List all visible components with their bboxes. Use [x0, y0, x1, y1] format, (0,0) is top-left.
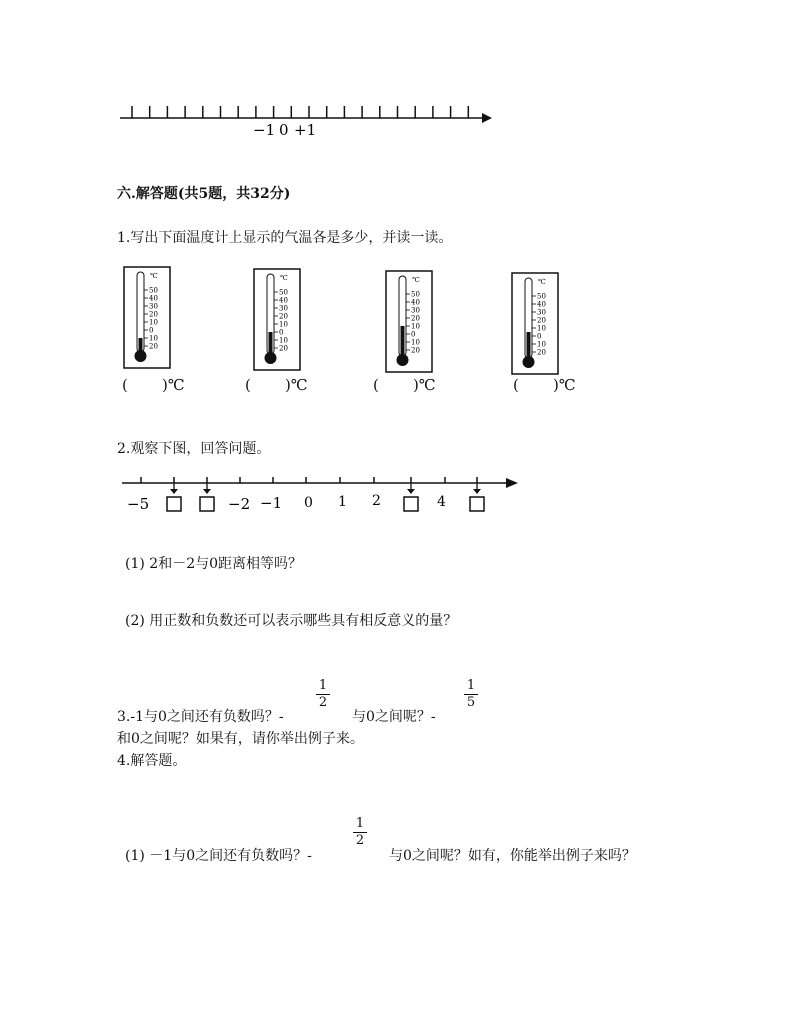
nl2-label-neg5: −5 — [127, 495, 150, 513]
thermometer-3-answer-close: )℃ — [413, 376, 436, 394]
thermometer-scale-label: 40 — [149, 294, 158, 303]
thermometer-scale-label: 10 — [411, 322, 420, 331]
number-line-2 — [110, 468, 530, 518]
answer-box-1[interactable] — [167, 497, 181, 511]
thermometer-scale-label: 10 — [149, 334, 158, 343]
q3-fraction-2-num: 1 — [464, 678, 478, 695]
thermometer-mercury — [401, 326, 405, 358]
thermometer-scale-label: 20 — [411, 314, 420, 323]
thermometer-unit-label: ℃ — [538, 278, 546, 286]
thermometer-3-answer-open: ( — [373, 376, 379, 394]
thermometer-unit-label: ℃ — [412, 276, 420, 284]
thermometer-scale-label: 20 — [149, 310, 158, 319]
number-line-1-label-pos1: +1 — [294, 121, 317, 139]
thermometer-scale-label: 40 — [411, 298, 420, 307]
box-arrow-1 — [170, 483, 178, 494]
q3-line1-b: 与0之间呢？- — [352, 709, 436, 725]
thermometer-bulb — [397, 354, 409, 366]
q1-text: 1.写出下面温度计上显示的气温各是多少，并读一读。 — [117, 230, 453, 246]
q3-line2: 和0之间呢？如果有，请你举出例子来。 — [117, 731, 364, 747]
thermometer-2-answer-open: ( — [245, 376, 251, 394]
number-line-1-arrow — [482, 113, 492, 123]
thermometer-4 — [511, 272, 559, 375]
thermometer-scale-label: 0 — [411, 330, 416, 339]
q4-text: 4.解答题。 — [117, 753, 187, 769]
thermometer-frame — [254, 269, 300, 370]
nl2-label-1: 1 — [338, 494, 347, 510]
thermometer-3 — [385, 270, 433, 373]
box-arrow-2 — [203, 483, 211, 494]
thermometer-2 — [253, 268, 301, 371]
thermometer-4-answer-open: ( — [513, 376, 519, 394]
thermometer-scale-label: 40 — [279, 296, 288, 305]
thermometer-bulb — [523, 356, 535, 368]
thermometer-scale-label: 10 — [279, 320, 288, 329]
thermometer-scale-label: 10 — [537, 324, 546, 333]
nl2-label-0: 0 — [304, 495, 313, 511]
q3-fraction-1-den: 2 — [318, 695, 328, 710]
thermometer-1 — [123, 266, 171, 369]
thermometer-scale-label: 50 — [537, 292, 546, 301]
q4-fraction-num: 1 — [353, 816, 367, 833]
thermometer-scale-label: 20 — [537, 316, 546, 325]
q4-fraction-den: 2 — [355, 833, 365, 848]
thermometer-scale-label: 30 — [279, 304, 288, 313]
thermometer-scale-label: 0 — [279, 328, 284, 337]
q3-line1-a: 3.-1与0之间还有负数吗？- — [117, 709, 284, 725]
thermometer-frame — [124, 267, 170, 368]
number-line-1-label-neg1: −1 — [253, 121, 276, 139]
thermometer-frame — [512, 273, 558, 374]
thermometer-scale-label: 30 — [537, 308, 546, 317]
thermometer-scale-label: 20 — [149, 342, 158, 351]
nl2-label-2: 2 — [372, 493, 381, 509]
thermometer-mercury — [527, 332, 531, 360]
thermometer-scale-label: 10 — [537, 340, 546, 349]
thermometer-1-answer-open: ( — [122, 376, 128, 394]
q2-sub1: (1) 2和－2与0距离相等吗？ — [125, 556, 303, 572]
q4-sub1-a: (1) －1与0之间还有负数吗？- — [125, 848, 312, 864]
q2-text: 2.观察下图，回答问题。 — [117, 441, 271, 457]
answer-box-2[interactable] — [200, 497, 214, 511]
q4-sub1-b: 与0之间呢？如有，你能举出例子来吗？ — [389, 848, 636, 864]
thermometer-scale-label: 20 — [279, 344, 288, 353]
thermometer-1-answer-close: )℃ — [162, 376, 185, 394]
number-line-2-arrow — [506, 478, 518, 488]
q3-fraction-2 — [464, 678, 478, 711]
q3-fraction-2-den: 5 — [466, 695, 476, 710]
section-title: 六.解答题(共5题，共32分) — [117, 186, 291, 202]
thermometer-scale-label: 20 — [537, 348, 546, 357]
thermometer-scale-label: 30 — [411, 306, 420, 315]
box-arrow-3 — [407, 483, 415, 494]
answer-box-4[interactable] — [470, 497, 484, 511]
thermometer-scale-label: 40 — [537, 300, 546, 309]
answer-box-3[interactable] — [404, 497, 418, 511]
thermometer-scale-label: 50 — [411, 290, 420, 299]
thermometer-scale-label: 50 — [279, 288, 288, 297]
thermometer-scale-label: 0 — [537, 332, 542, 341]
nl2-label-4: 4 — [437, 494, 446, 510]
thermometer-4-answer-close: )℃ — [553, 376, 576, 394]
thermometer-scale-label: 10 — [279, 336, 288, 345]
q3-fraction-1-num: 1 — [316, 678, 330, 695]
q4-fraction — [353, 816, 367, 849]
q3-fraction-1 — [316, 678, 330, 711]
nl2-label-neg1: −1 — [260, 494, 283, 512]
nl2-label-neg2: −2 — [228, 495, 251, 513]
thermometer-bulb — [265, 352, 277, 364]
thermometer-2-answer-close: )℃ — [285, 376, 308, 394]
thermometer-scale-label: 20 — [411, 346, 420, 355]
thermometer-scale-label: 50 — [149, 286, 158, 295]
thermometer-scale-label: 0 — [149, 326, 154, 335]
thermometer-scale-label: 10 — [411, 338, 420, 347]
thermometer-scale-label: 20 — [279, 312, 288, 321]
number-line-1 — [110, 95, 510, 140]
thermometer-bulb — [135, 350, 147, 362]
thermometer-frame — [386, 271, 432, 372]
number-line-1-label-0: 0 — [279, 121, 289, 139]
thermometer-scale-label: 30 — [149, 302, 158, 311]
thermometer-unit-label: ℃ — [280, 274, 288, 282]
thermometer-scale-label: 10 — [149, 318, 158, 327]
box-arrow-4 — [473, 483, 481, 494]
thermometer-unit-label: ℃ — [150, 272, 158, 280]
q2-sub2: (2) 用正数和负数还可以表示哪些具有相反意义的量？ — [125, 613, 458, 629]
